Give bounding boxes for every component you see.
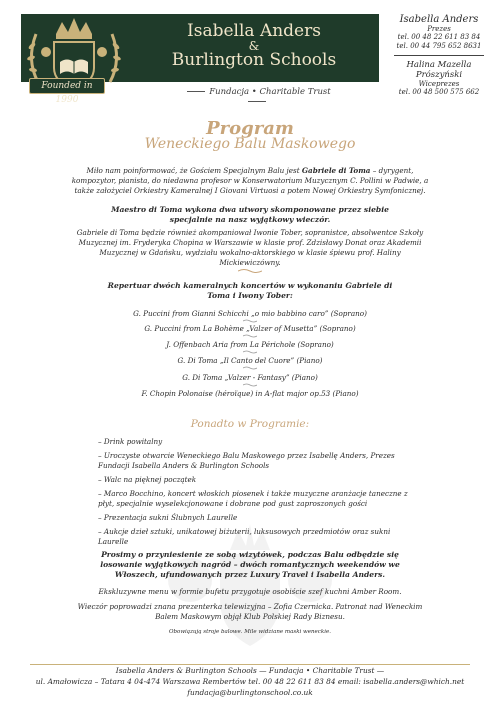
repertoire-heading: Repertuar dwóch kameralnych koncertów w wykonaniu Gabriele di Toma i Iwony Tober:	[107, 281, 393, 300]
footer-email-link[interactable]: fundacja@burlingtonschool.co.uk	[187, 688, 313, 697]
ornament-divider	[238, 268, 262, 274]
programme-item: – Marco Bocchino, koncert włoskich piosenek i także muzyczne aranżacje taneczne z płyt, specjalnie wyselekcjonowane i dobrane pod gust zaproszonych gości	[98, 489, 408, 508]
intro-text-c: – dyrygent, kompozytor, pianista, do niedawna profesor w Konserwatorium Muzycznym C. Pollini w Padwie, a także założyciel Orkiestry Kameralnej I Giovani Virtuosi a potem Nowej Orkiestry Symfonicznej.	[71, 166, 429, 195]
guest-name: Gabriele di Toma	[301, 166, 371, 175]
page-subtitle: Weneckiego Balu Maskowego	[144, 136, 356, 152]
tiny-ornament	[243, 319, 257, 323]
host-note: Wieczór poprowadzi znana prezenterka telewizyjna – Zofia Czernicka. Patronat nad Weneckim Balem Maskowym objął Klub Polskiej Rady Biznesu.	[77, 602, 423, 621]
vice-name: Halina Mazella Prószyński	[406, 60, 472, 80]
programme-item: – Aukcje dzieł sztuki, unikatowej biżuterii, luksusowych przedmiotów oraz sukni Laurelle	[98, 527, 391, 546]
business-cards-note: Prosimy o przyniesienie ze sobą wizytówek, podczas Balu odbędzie się losowanie wyjątkowych nagród – dwóch romantycznych weekendów we Włoszech, ufundowanych przez Luxury Travel i Isabella Anders.	[100, 550, 400, 579]
repertoire-item: G. Di Toma „Valzer - Fantasy” (Piano)	[182, 373, 318, 382]
maestro-note: Maestro di Toma wykona dwa utwory skomponowane przez siebie specjalnie na nasz wyjątkowy wieczór.	[111, 205, 389, 224]
programme-item: – Drink powitalny	[98, 437, 163, 446]
school-name-line2: &	[248, 39, 260, 53]
school-name-line1: Isabella Anders	[187, 21, 321, 41]
footer-line-1: Isabella Anders & Burlington Schools — Fundacja • Charitable Trust —	[115, 666, 385, 675]
contacts-block	[384, 14, 494, 97]
president-phone-2: tel. 00 44 795 652 8631	[396, 42, 482, 50]
page-title: Program	[206, 118, 294, 139]
dash-left	[187, 91, 205, 92]
programme-item: – Uroczyste otwarcie Weneckiego Balu Maskowego przez Isabellę Anders, Prezes Fundacji Isabella Anders & Burlington Schools	[98, 451, 395, 470]
president-role: Prezes	[427, 25, 451, 33]
footer-rule	[30, 664, 470, 665]
founded-badge: Founded in 1990	[29, 78, 105, 94]
school-name-line3: Burlington Schools	[171, 50, 337, 70]
programme-item: – Prezentacja sukni Ślubnych Laurelle	[98, 513, 238, 522]
footer-line-2: ul. Amałowicza – Tatara 4 04-474 Warszawa Rembertów tel. 00 48 22 611 83 84 email: isabella.anders@which.net	[35, 677, 465, 686]
repertoire-item: J. Offenbach Aria from La Périchole (Soprano)	[166, 340, 334, 349]
accompaniment-paragraph: Gabriele di Toma będzie również akompaniował Iwonie Tober, sopranistce, absolwentce Szkoły Muzycznej im. Fryderyka Chopina w Warszawie w klasie prof. Zdzisławy Donat oraz Akademii Muzycznej w Gdańsku, wydziału wokalno-aktorskiego w klasie śpiewu prof. Haliny Mickiewiczówny.	[76, 228, 424, 267]
vice-phone: tel. 00 48 500 575 662	[398, 88, 480, 96]
intro-paragraph	[70, 166, 430, 196]
trust-subline	[172, 87, 342, 107]
intro-text-a: Miło nam poinformować, że Gościem Specjalnym Balu jest	[86, 166, 302, 175]
tiny-ornament	[243, 334, 257, 338]
vice-role: Wiceprezes	[418, 80, 460, 88]
programme-heading: Ponadto w Programie:	[190, 418, 310, 430]
tiny-ornament	[243, 350, 257, 354]
repertoire-item: G. Puccini from La Bohème „Valzer of Musetta” (Soprano)	[144, 324, 356, 333]
dress-code-note: Obowiązują stroje balowe. Mile widziane maski weneckie.	[169, 629, 331, 635]
subline-text: Fundacja • Charitable Trust	[209, 87, 331, 97]
tiny-ornament	[243, 366, 257, 370]
president-name: Isabella Anders	[399, 14, 479, 25]
repertoire-item: G. Puccini from Gianni Schicchi „o mio babbino caro” (Soprano)	[133, 309, 367, 318]
dash-right	[248, 101, 266, 102]
repertoire-item: F. Chopin Polonaise (héroïque) in A-flat major op.53 (Piano)	[141, 389, 359, 398]
contacts-divider	[394, 55, 484, 56]
programme-item: – Walc na pięknej początek	[98, 475, 197, 484]
president-phone-1: tel. 00 48 22 611 83 84	[397, 33, 481, 41]
repertoire-item: G. Di Toma „Il Canto del Cuore” (Piano)	[177, 356, 323, 365]
school-name	[132, 22, 376, 70]
menu-note: Ekskluzywne menu w formie bufetu przygotuje osobiście szef kuchni Amber Room.	[98, 587, 402, 596]
tiny-ornament	[243, 383, 257, 387]
